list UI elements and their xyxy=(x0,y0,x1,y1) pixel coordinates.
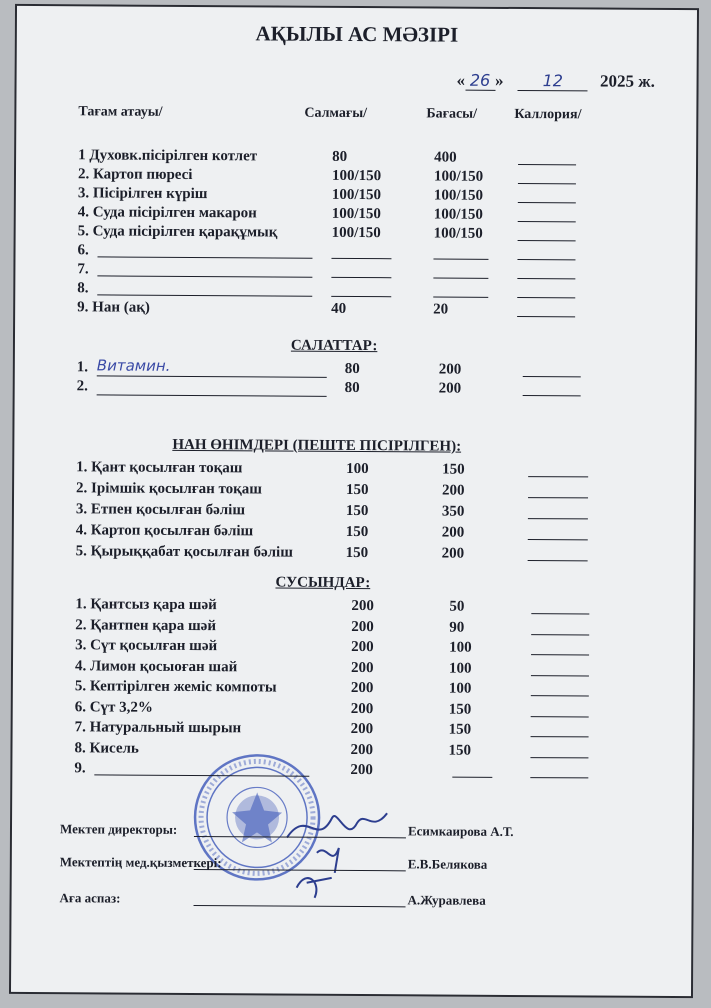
dish-weight: 100/150 xyxy=(331,224,381,242)
price-blank-line xyxy=(433,277,488,278)
dish-price: 100/150 xyxy=(433,206,483,223)
drink-name: 9. xyxy=(74,760,86,777)
salad-weight: 80 xyxy=(344,360,360,378)
price-blank-line xyxy=(452,777,492,778)
drink-weight: 200 xyxy=(350,679,374,697)
drink-weight: 200 xyxy=(350,720,374,738)
price-blank-line xyxy=(433,258,488,259)
dish-name: 2. Картоп пюресі xyxy=(77,166,193,184)
dish-name: 5. Суда пісірілген қарақұмық xyxy=(77,223,278,241)
calories-blank-line xyxy=(530,777,588,778)
calories-blank-line xyxy=(523,376,581,377)
signature-name: Е.В.Белякова xyxy=(407,856,488,872)
calories-blank-line xyxy=(528,497,588,498)
drink-name: 1. Қантсыз қара шәй xyxy=(75,596,217,614)
date-line xyxy=(457,71,655,92)
bakery-item-price: 200 xyxy=(441,545,465,562)
drink-weight: 200 xyxy=(350,741,374,758)
dish-weight: 100/150 xyxy=(331,186,382,204)
drink-weight: 200 xyxy=(351,638,374,656)
name-blank-line xyxy=(97,256,312,258)
salad-price: 200 xyxy=(438,361,462,378)
salads-title: САЛАТТАР: xyxy=(290,337,378,355)
drink-weight: 200 xyxy=(350,659,374,676)
drinks-title: СУСЫНДАР: xyxy=(275,574,371,592)
calories-blank-line xyxy=(523,395,581,396)
drink-name: 5. Кептірілген жеміс компоты xyxy=(74,678,277,696)
bakery-item-weight: 150 xyxy=(345,523,369,541)
salad-number: 2. xyxy=(76,378,88,395)
dish-price: 100/150 xyxy=(433,225,483,242)
salad-price: 200 xyxy=(438,380,462,397)
dish-weight: 40 xyxy=(331,300,347,317)
bakery-item-weight: 150 xyxy=(345,544,369,562)
bakery-item-name: 1. Қант қосылған тоқаш xyxy=(76,459,243,477)
drink-price: 100 xyxy=(448,660,472,677)
menu-sheet xyxy=(9,4,699,998)
calories-blank-line xyxy=(531,716,589,717)
drink-weight: 200 xyxy=(351,597,374,615)
calories-blank-line xyxy=(531,634,589,635)
drink-price: 90 xyxy=(449,619,465,636)
drink-name: 7. Натуральный шырын xyxy=(74,719,242,737)
bakery-item-price: 200 xyxy=(442,482,465,499)
dish-price: 100/150 xyxy=(433,168,484,185)
dish-name: 3. Пісірілген күріш xyxy=(77,185,208,203)
dish-price: 20 xyxy=(433,301,449,318)
dish-weight: 80 xyxy=(332,148,348,165)
bakery-title: НАН ӨНІМДЕРІ (ПЕШТЕ ПІСІРІЛГЕН): xyxy=(172,436,462,455)
drink-name: 6. Сүт 3,2% xyxy=(74,698,153,716)
dish-name: 8. xyxy=(77,280,89,297)
drink-weight: 200 xyxy=(350,761,373,779)
weight-blank-line xyxy=(331,258,391,259)
calories-blank-line xyxy=(531,654,589,655)
dish-name: 6. xyxy=(77,242,89,259)
calories-blank-line xyxy=(531,695,589,696)
drink-name: 2. Қантпен қара шәй xyxy=(75,616,217,634)
dish-name: 7. xyxy=(77,261,89,278)
bakery-item-weight: 150 xyxy=(346,481,369,499)
date-close-quote: » xyxy=(495,70,504,90)
bakery-item-weight: 100 xyxy=(346,460,369,478)
dish-weight: 100/150 xyxy=(331,205,381,223)
dish-name: 4. Суда пісірілген макарон xyxy=(77,204,257,222)
drink-price: 150 xyxy=(448,721,472,738)
calories-blank-line xyxy=(531,613,589,614)
calories-blank-line xyxy=(528,518,588,519)
signature-block xyxy=(17,6,697,10)
bakery-item-name: 5. Қырыққабат қосылған бәліш xyxy=(75,543,293,561)
calories-blank-line xyxy=(517,259,575,260)
drink-name: 8. Кисель xyxy=(74,739,139,757)
calories-blank-line xyxy=(531,675,589,676)
signature-role: Мектептің мед.қызметкері: xyxy=(59,854,222,871)
calories-blank-line xyxy=(517,278,575,279)
name-blank-line xyxy=(97,294,312,296)
bakery-item-price: 350 xyxy=(441,503,465,520)
dish-name: 1 Духовк.пісірілген котлет xyxy=(78,147,258,165)
drink-price: 100 xyxy=(448,680,472,697)
dish-weight: 100/150 xyxy=(331,167,382,185)
calories-blank-line xyxy=(518,202,576,203)
header-calories: Каллория/ xyxy=(514,106,582,123)
bakery-item-name: 3. Етпен қосылған бәліш xyxy=(75,501,246,519)
drink-name: 3. Сүт қосылған шәй xyxy=(75,637,218,655)
signature-name: Есимкаирова А.Т. xyxy=(407,823,514,839)
signature-role: Аға аспаз: xyxy=(59,890,121,906)
signature-name: А.Журавлева xyxy=(407,892,486,908)
name-blank-line xyxy=(97,275,312,277)
calories-blank-line xyxy=(517,297,575,298)
date-month: 12 xyxy=(518,71,588,91)
calories-blank-line xyxy=(517,316,575,317)
drink-price: 100 xyxy=(449,639,472,656)
price-blank-line xyxy=(433,296,488,297)
document-title: АҚЫЛЫ АС МӘЗІРІ xyxy=(255,21,459,47)
header-name: Тағам атауы/ xyxy=(78,104,163,120)
bakery-item-price: 150 xyxy=(442,461,465,478)
date-day: 26 xyxy=(465,71,495,91)
calories-blank-line xyxy=(528,539,588,540)
dish-price: 100/150 xyxy=(433,187,484,204)
weight-blank-line xyxy=(331,277,391,278)
drink-price: 50 xyxy=(449,598,465,615)
bakery-item-name: 2. Ірімшік қосылған тоқаш xyxy=(76,480,263,498)
header-weight: Салмағы/ xyxy=(304,105,368,122)
bakery-item-weight: 150 xyxy=(345,502,369,520)
date-open-quote: « xyxy=(456,70,466,90)
handwritten-signatures xyxy=(277,788,398,909)
bakery-item-name: 4. Картоп қосылған бәліш xyxy=(75,522,254,540)
salad-weight: 80 xyxy=(344,379,360,397)
drinks-list xyxy=(17,6,697,10)
date-year: 2025 ж. xyxy=(600,71,655,91)
dish-price: 400 xyxy=(434,149,457,166)
drink-name: 4. Лимон қосыоған шай xyxy=(74,657,238,675)
drink-price: 150 xyxy=(448,701,472,718)
drink-weight: 200 xyxy=(351,618,374,635)
drink-price: 150 xyxy=(448,742,472,759)
bakery-list xyxy=(17,6,697,10)
weight-blank-line xyxy=(331,296,391,297)
calories-blank-line xyxy=(518,221,576,222)
calories-blank-line xyxy=(518,183,576,184)
salad-name-handwritten: Витамин. xyxy=(97,356,327,377)
drink-weight: 200 xyxy=(350,700,374,717)
calories-blank-line xyxy=(531,736,589,737)
calories-blank-line xyxy=(530,757,588,758)
calories-blank-line xyxy=(518,240,576,241)
salad-name-handwritten xyxy=(97,375,327,396)
main-dishes-list xyxy=(17,6,697,10)
salads-list xyxy=(17,6,697,10)
calories-blank-line xyxy=(518,164,576,165)
header-price: Бағасы/ xyxy=(426,106,478,122)
bakery-item-price: 200 xyxy=(441,524,465,541)
salad-number: 1. xyxy=(76,359,89,376)
signature-role: Мектеп директоры: xyxy=(59,821,178,837)
calories-blank-line xyxy=(528,476,588,477)
dish-name: 9. Нан (ақ) xyxy=(77,299,150,316)
calories-blank-line xyxy=(528,560,588,561)
